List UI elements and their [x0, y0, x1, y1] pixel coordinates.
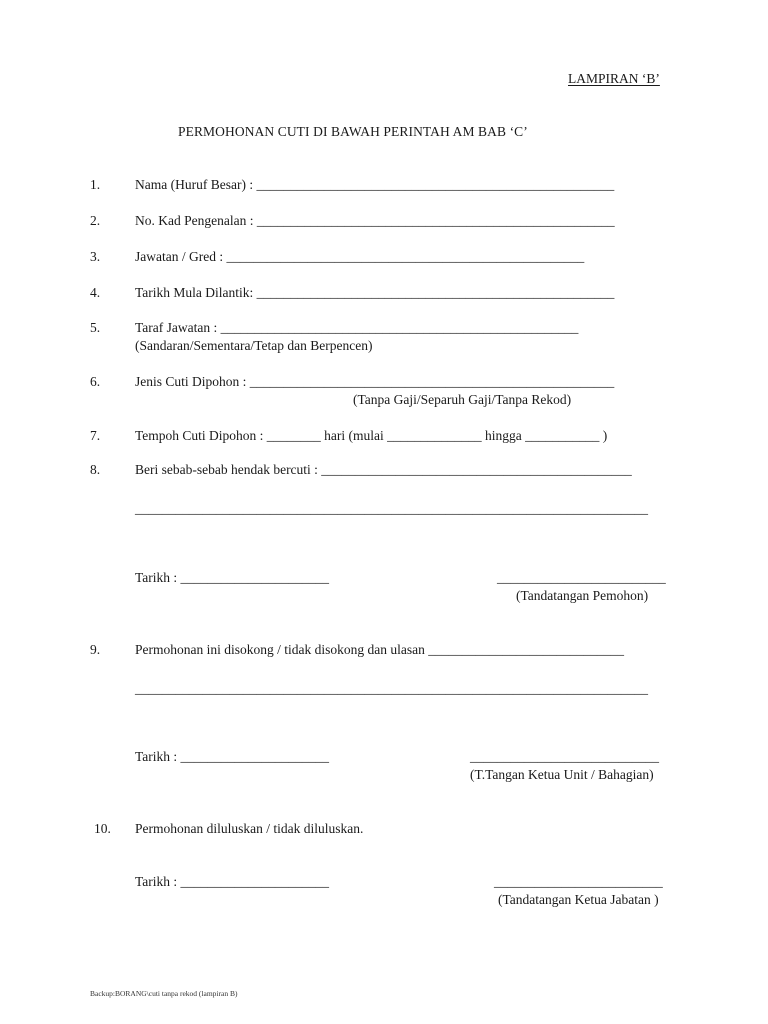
item-number-2: 2. [90, 213, 101, 228]
item-number-6: 6. [90, 374, 101, 389]
field-jenis-cuti: Jenis Cuti Dipohon : ______________________________________________________ [135, 374, 615, 389]
taraf-jawatan-options: (Sandaran/Sementara/Tetap dan Berpencen) [135, 338, 373, 353]
signature-label-ketua-jabatan: (Tandatangan Ketua Jabatan ) [498, 892, 659, 907]
field-jawatan-gred: Jawatan / Gred : _____________________________________________________ [135, 249, 585, 264]
field-kad-pengenalan: No. Kad Pengenalan : _____________________________________________________ [135, 213, 615, 228]
item-number-8: 8. [90, 462, 101, 477]
field-sebab-bercuti: Beri sebab-sebab hendak bercuti : ______________________________________________ [135, 462, 632, 477]
item-number-7: 7. [90, 428, 101, 443]
signature-line-ketua-unit: ____________________________ [470, 749, 659, 764]
field-nama: Nama (Huruf Besar) : _____________________________________________________ [135, 177, 615, 192]
item-number-3: 3. [90, 249, 101, 264]
form-title: PERMOHONAN CUTI DI BAWAH PERINTAH AM BAB ‘C’ [178, 124, 528, 139]
field-tempoh-cuti: Tempoh Cuti Dipohon : ________ hari (mulai ______________ hingga ___________ ) [135, 428, 608, 443]
field-kelulusan: Permohonan diluluskan / tidak diluluskan. [135, 821, 364, 836]
signature-line-ketua-jabatan: _________________________ [494, 874, 663, 889]
jenis-cuti-options: (Tanpa Gaji/Separuh Gaji/Tanpa Rekod) [353, 392, 572, 407]
field-sokongan: Permohonan ini disokong / tidak disokong dan ulasan _____________________________ [135, 642, 624, 657]
tarikh-ketua-jabatan: Tarikh : ______________________ [135, 874, 330, 889]
sokongan-line-2: ____________________________________________________________________________ [135, 681, 648, 696]
signature-label-ketua-unit: (T.Tangan Ketua Unit / Bahagian) [470, 767, 654, 782]
tarikh-ketua-unit: Tarikh : ______________________ [135, 749, 330, 764]
sebab-bercuti-line-2: ____________________________________________________________________________ [135, 501, 648, 516]
signature-line-pemohon: _________________________ [497, 570, 666, 585]
footer-file-path: Backup:BORANG\cuti tanpa rekod (lampiran B) [90, 989, 238, 998]
item-number-9: 9. [90, 642, 101, 657]
field-taraf-jawatan: Taraf Jawatan : _____________________________________________________ [135, 320, 579, 335]
item-number-1: 1. [90, 177, 101, 192]
item-number-5: 5. [90, 320, 101, 335]
signature-label-pemohon: (Tandatangan Pemohon) [516, 588, 649, 603]
field-tarikh-mula-dilantik: Tarikh Mula Dilantik: _____________________________________________________ [135, 285, 615, 300]
tarikh-pemohon: Tarikh : ______________________ [135, 570, 330, 585]
item-number-4: 4. [90, 285, 101, 300]
lampiran-label: LAMPIRAN ‘B’ [568, 71, 660, 86]
item-number-10: 10. [94, 821, 111, 836]
